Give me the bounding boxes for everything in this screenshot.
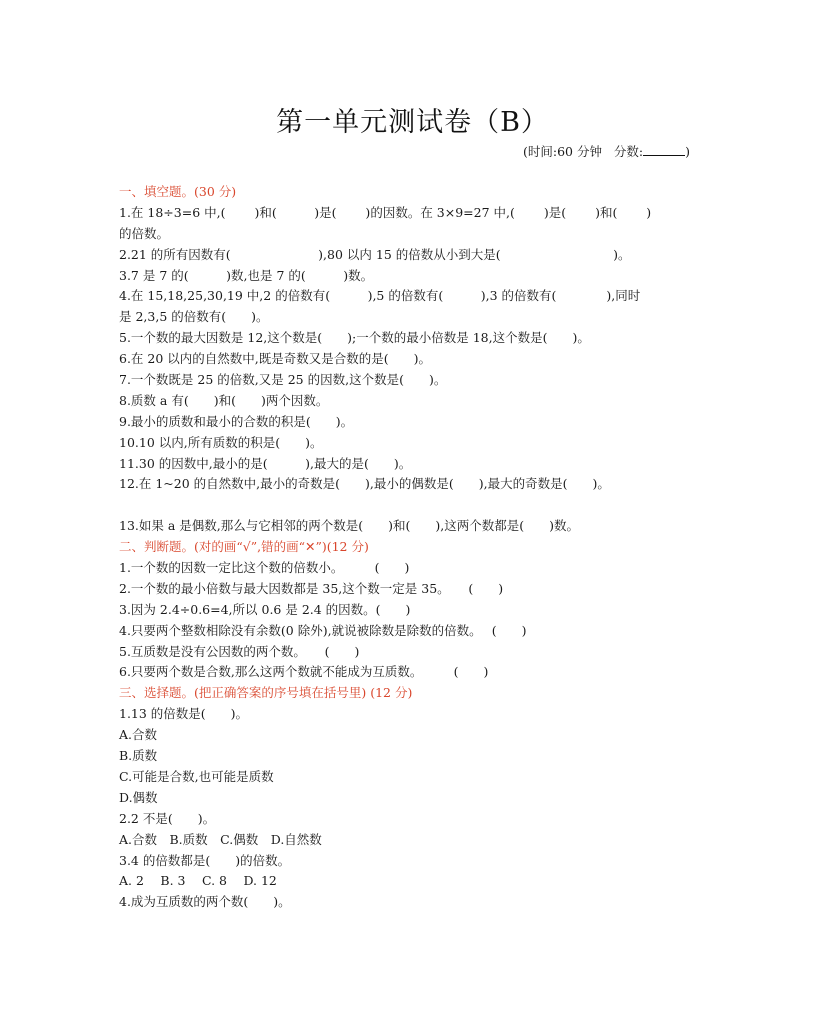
blank-line (119, 495, 709, 516)
section-heading: 一、填空题。(30 分) (119, 184, 237, 199)
question-line: C.可能是合数,也可能是质数 (119, 768, 274, 784)
question-line: 2.2 不是( )。 (119, 810, 216, 826)
question-line: 是 2,3,5 的倍数有( )。 (119, 309, 269, 325)
question-line: 4.在 15,18,25,30,19 中,2 的倍数有( ),5 的倍数有( ),3 的倍数有( ),同时 (119, 288, 641, 304)
score-label: 分数: (613, 144, 644, 159)
question-line: 3.4 的倍数都是( )的倍数。 (119, 852, 291, 868)
question-line: D.偶数 (119, 789, 158, 805)
question-line: 1.在 18÷3=6 中,( )和( )是( )的因数。在 3×9=27 中,( )是( )和( ) (119, 204, 652, 220)
question-line: A.合数 B.质数 C.偶数 D.自然数 (119, 831, 322, 847)
question-line: B.质数 (119, 748, 158, 764)
question-line: 4.只要两个整数相除没有余数(0 除外),就说被除数是除数的倍数。 ( ) (119, 622, 527, 638)
page-title: 第一单元测试卷（B） (276, 107, 549, 138)
question-line: 1.一个数的因数一定比这个数的倍数小。 ( ) (119, 560, 410, 576)
question-line: 5.一个数的最大因数是 12,这个数是( );一个数的最小倍数是 18,这个数是( )。 (119, 330, 590, 346)
question-line: A.合数 (119, 727, 158, 743)
question-line: 13.如果 a 是偶数,那么与它相邻的两个数是( )和( ),这两个数都是( )数。 (119, 518, 579, 534)
question-line: 的倍数。 (119, 225, 170, 241)
question-line: A. 2 B. 3 C. 8 D. 12 (119, 873, 277, 889)
meta-close: ) (685, 144, 690, 159)
score-blank (643, 144, 685, 156)
exam-content (119, 182, 709, 913)
section-heading: 三、选择题。(把正确答案的序号填在括号里) (12 分) (119, 685, 413, 701)
question-line: 12.在 1~20 的自然数中,最小的奇数是( ),最小的偶数是( ),最大的奇数是( )。 (119, 476, 610, 492)
time-label: (时间:60 分钟 (523, 144, 602, 159)
question-line: 8.质数 a 有( )和( )两个因数。 (119, 392, 329, 408)
section-heading: 二、判断题。(对的画“√”,错的画“✕”)(12 分) (119, 539, 369, 555)
question-line: 2.21 的所有因数有( ),80 以内 15 的倍数从小到大是( )。 (119, 246, 631, 262)
exam-meta (523, 142, 690, 160)
question-line: 3.因为 2.4÷0.6=4,所以 0.6 是 2.4 的因数。( ) (119, 601, 411, 617)
question-line: 3.7 是 7 的( )数,也是 7 的( )数。 (119, 267, 374, 283)
question-line: 9.最小的质数和最小的合数的积是( )。 (119, 413, 354, 429)
question-line: 2.一个数的最小倍数与最大因数都是 35,这个数一定是 35。 ( ) (119, 580, 504, 596)
question-line: 4.成为互质数的两个数( )。 (119, 894, 291, 910)
question-line: 1.13 的倍数是( )。 (119, 706, 249, 722)
question-line: 6.在 20 以内的自然数中,既是奇数又是合数的是( )。 (119, 351, 432, 367)
question-line: 7.一个数既是 25 的倍数,又是 25 的因数,这个数是( )。 (119, 372, 447, 388)
question-line: 5.互质数是没有公因数的两个数。 ( ) (119, 643, 360, 659)
question-line: 11.30 的因数中,最小的是( ),最大的是( )。 (119, 455, 412, 471)
question-line: 10.10 以内,所有质数的积是( )。 (119, 434, 323, 450)
question-line: 6.只要两个数是合数,那么这两个数就不能成为互质数。 ( ) (119, 664, 489, 680)
